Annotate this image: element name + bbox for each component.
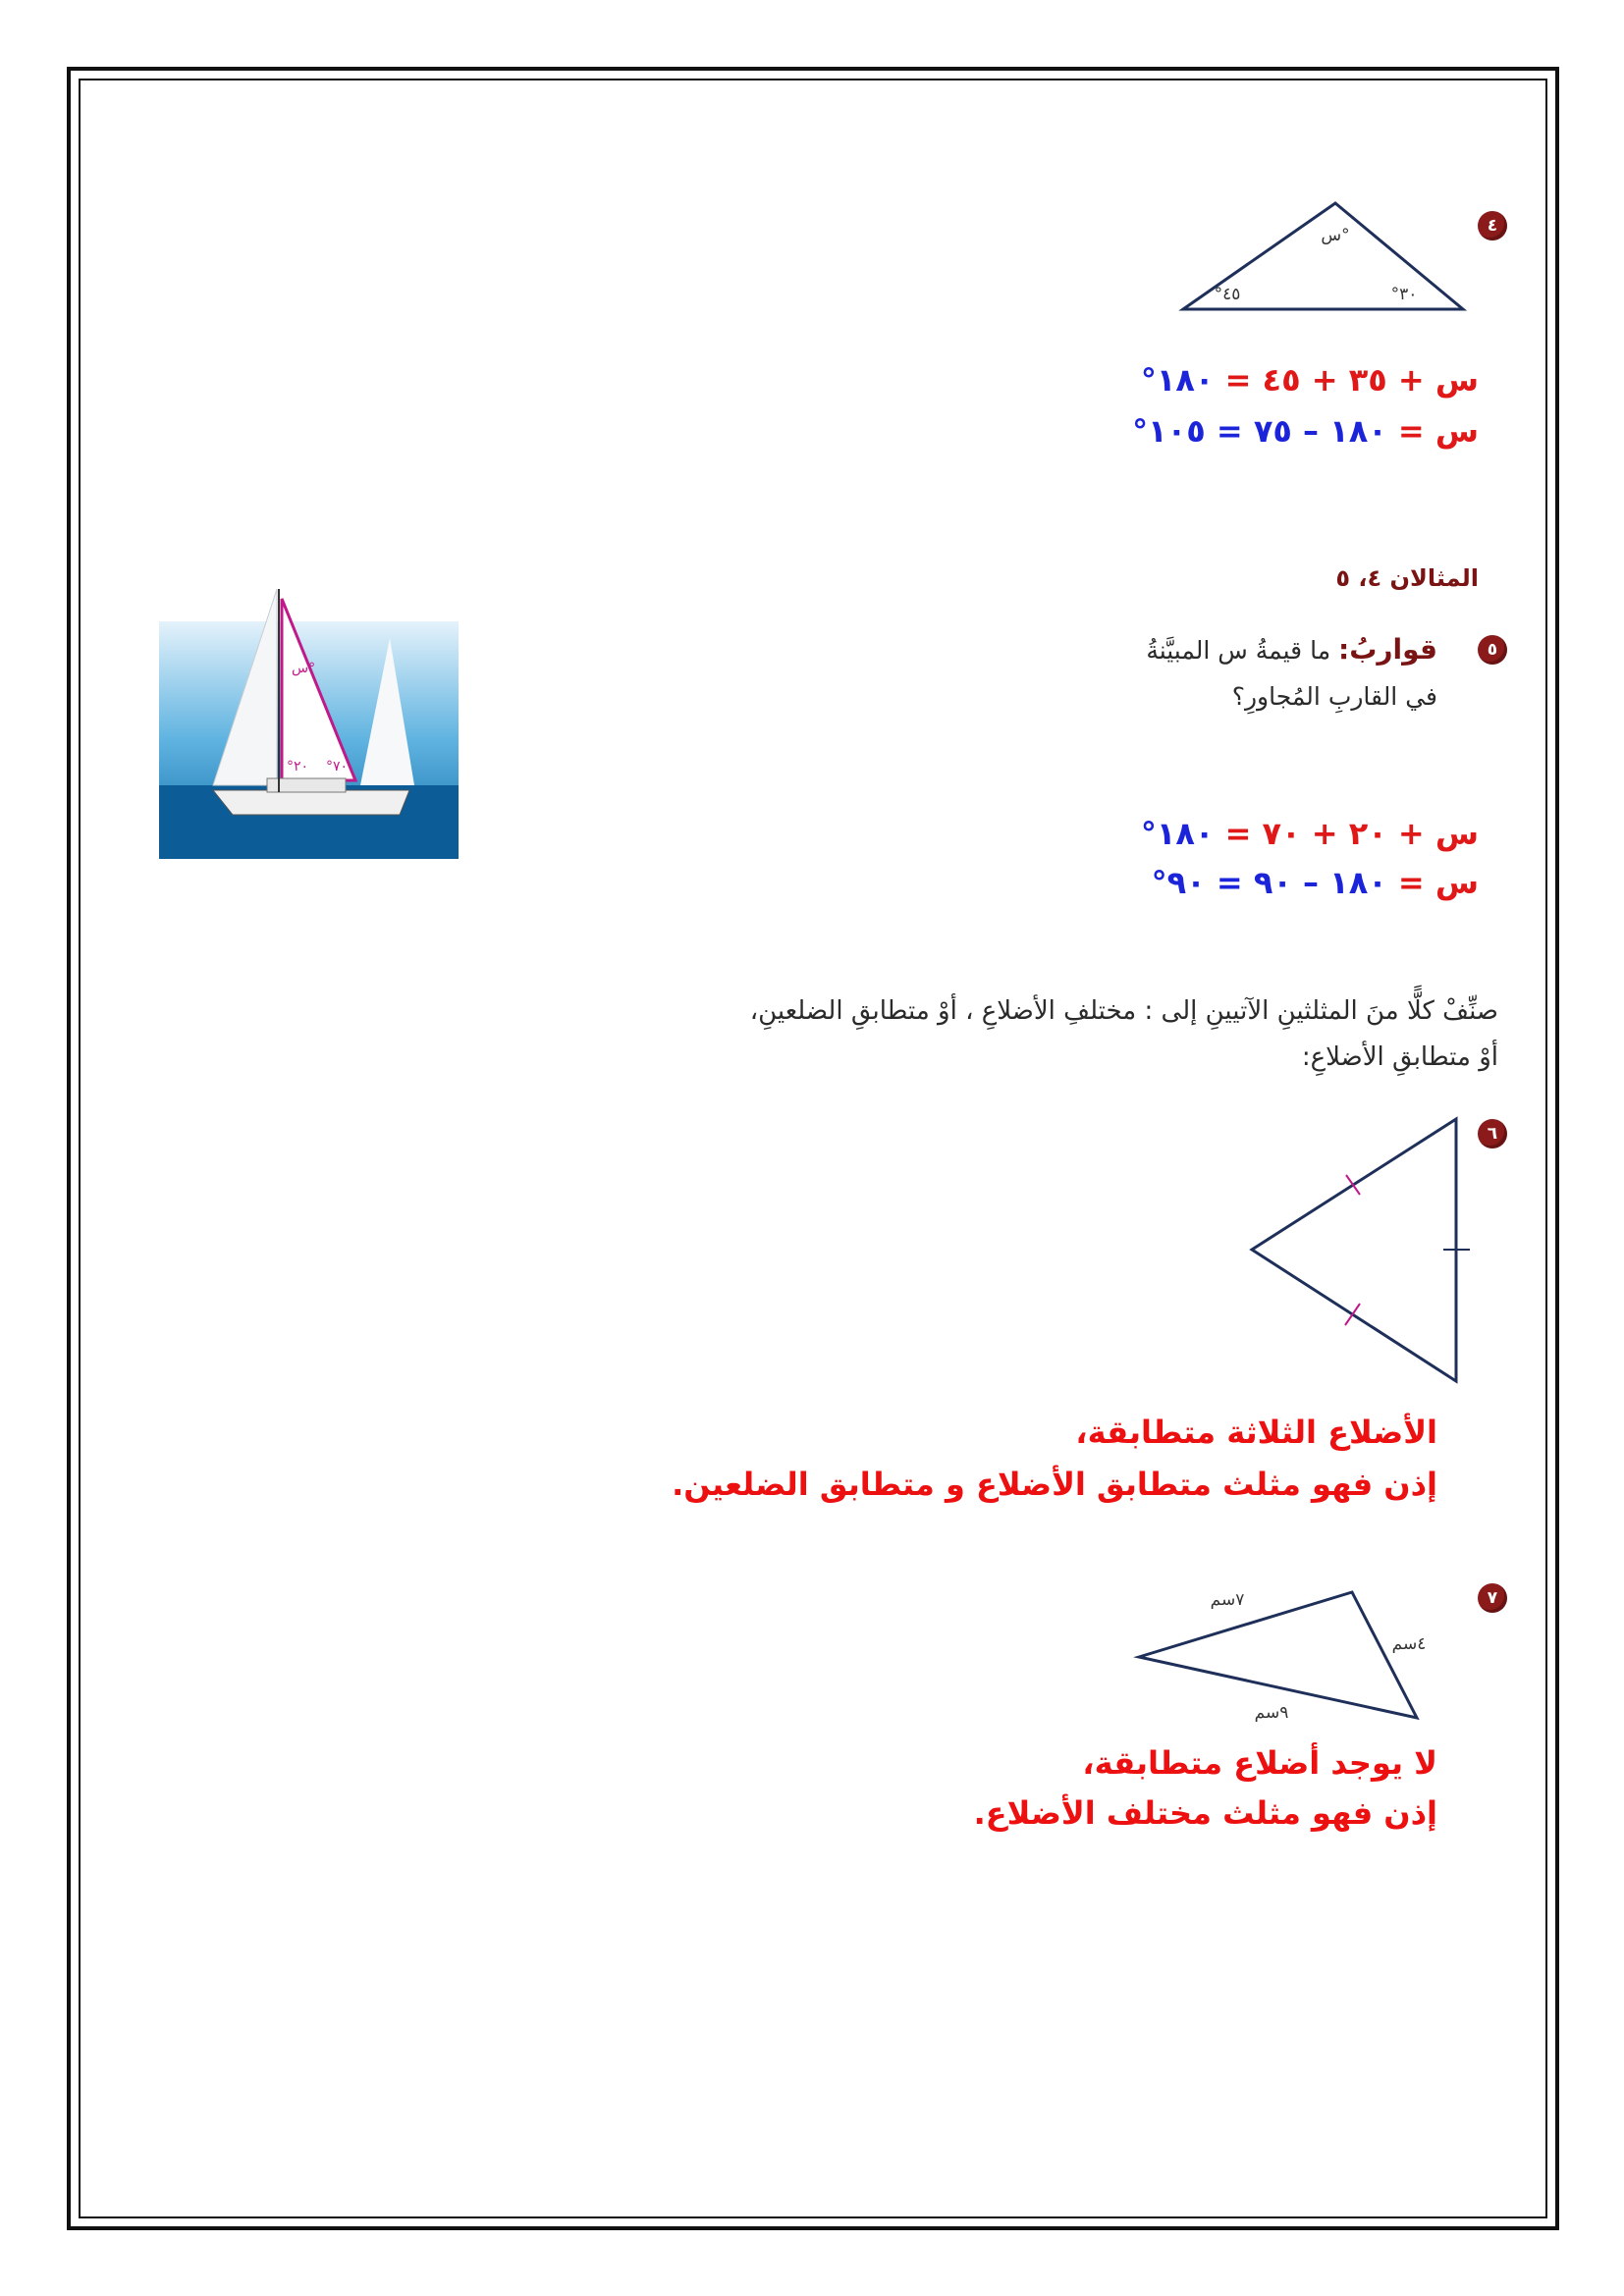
ex5-line2-lhs: س =: [1397, 864, 1479, 901]
exercise-number-badge: ٦: [1478, 1119, 1507, 1148]
sailboat-image: [159, 584, 459, 859]
boat-angle-20-label: °٢٠: [287, 759, 309, 774]
ex4-line2-lhs: س =: [1397, 412, 1479, 450]
ex5-equation-line2: [1152, 864, 1479, 901]
ex4-line2-rhs: ١٨٠ – ٧٥ = ١٠٥°: [1132, 412, 1387, 450]
ex6-answer-line2: إذن فهو مثلث متطابق الأضلاع و متطابق الضلعين.: [672, 1466, 1437, 1503]
ex5-question-text: ما قيمةُ س المبيَّنةُ: [1146, 636, 1331, 665]
ex7-answer-line2: إذن فهو مثلث مختلف الأضلاع.: [973, 1794, 1437, 1832]
exercise-number-badge: ٤: [1478, 211, 1507, 240]
angle-x-label: س°: [1321, 226, 1350, 245]
boat-angle-x-label: س°: [292, 661, 316, 676]
ex7-answer-line1: لا يوجد أضلاع متطابقة،: [1082, 1744, 1437, 1782]
angle-45-label: °٤٥: [1214, 285, 1241, 304]
classify-instruction-line2: أوْ متطابقِ الأضلاعِ:: [1301, 1042, 1498, 1072]
angle-30-label: °٣٠: [1390, 285, 1418, 304]
ex4-equation-line1: [1141, 361, 1479, 399]
equilateral-triangle-figure: [1242, 1114, 1478, 1389]
ex4-equation-line2: [1132, 412, 1479, 450]
triangle-figure-angles: [1168, 191, 1483, 324]
examples-heading: المثالان ٤، ٥: [1335, 564, 1479, 592]
ex5-question-line2: في القاربِ المُجاورِ؟: [1231, 682, 1437, 711]
ex6-answer-line1: الأضلاع الثلاثة متطابقة،: [1075, 1414, 1437, 1451]
ex5-line1-rhs: ١٨٠°: [1140, 815, 1215, 852]
exercise-number-badge: ٧: [1478, 1583, 1507, 1613]
scalene-triangle-figure: [1124, 1571, 1438, 1742]
classify-instruction-line1: صنِّفْ كلًّا منَ المثلثينِ الآتيينِ إلى : مختلفِ الأضلاعِ ، أوْ متطابقِ الضلعينِ،: [749, 996, 1498, 1026]
ex5-label: قواربُ:: [1338, 633, 1437, 666]
side-7cm-label: ٧سم: [1210, 1590, 1245, 1610]
ex5-line2-rhs: ١٨٠ – ٩٠ = ٩٠°: [1151, 864, 1387, 901]
ex5-line1-lhs: س + ٢٠ + ٧٠ =: [1224, 815, 1479, 852]
side-9cm-label: ٩سم: [1254, 1703, 1289, 1723]
ex5-equation-line1: [1141, 815, 1479, 852]
ex4-line1-lhs: س + ٣٥ + ٤٥ =: [1224, 361, 1479, 399]
ex5-question-line1: [1146, 633, 1437, 666]
ex4-line1-rhs: ١٨٠°: [1140, 361, 1215, 399]
boat-angle-70-label: °٧٠: [326, 759, 349, 774]
side-4cm-label: ٤سم: [1391, 1634, 1427, 1654]
exercise-number-badge: ٥: [1478, 635, 1507, 665]
